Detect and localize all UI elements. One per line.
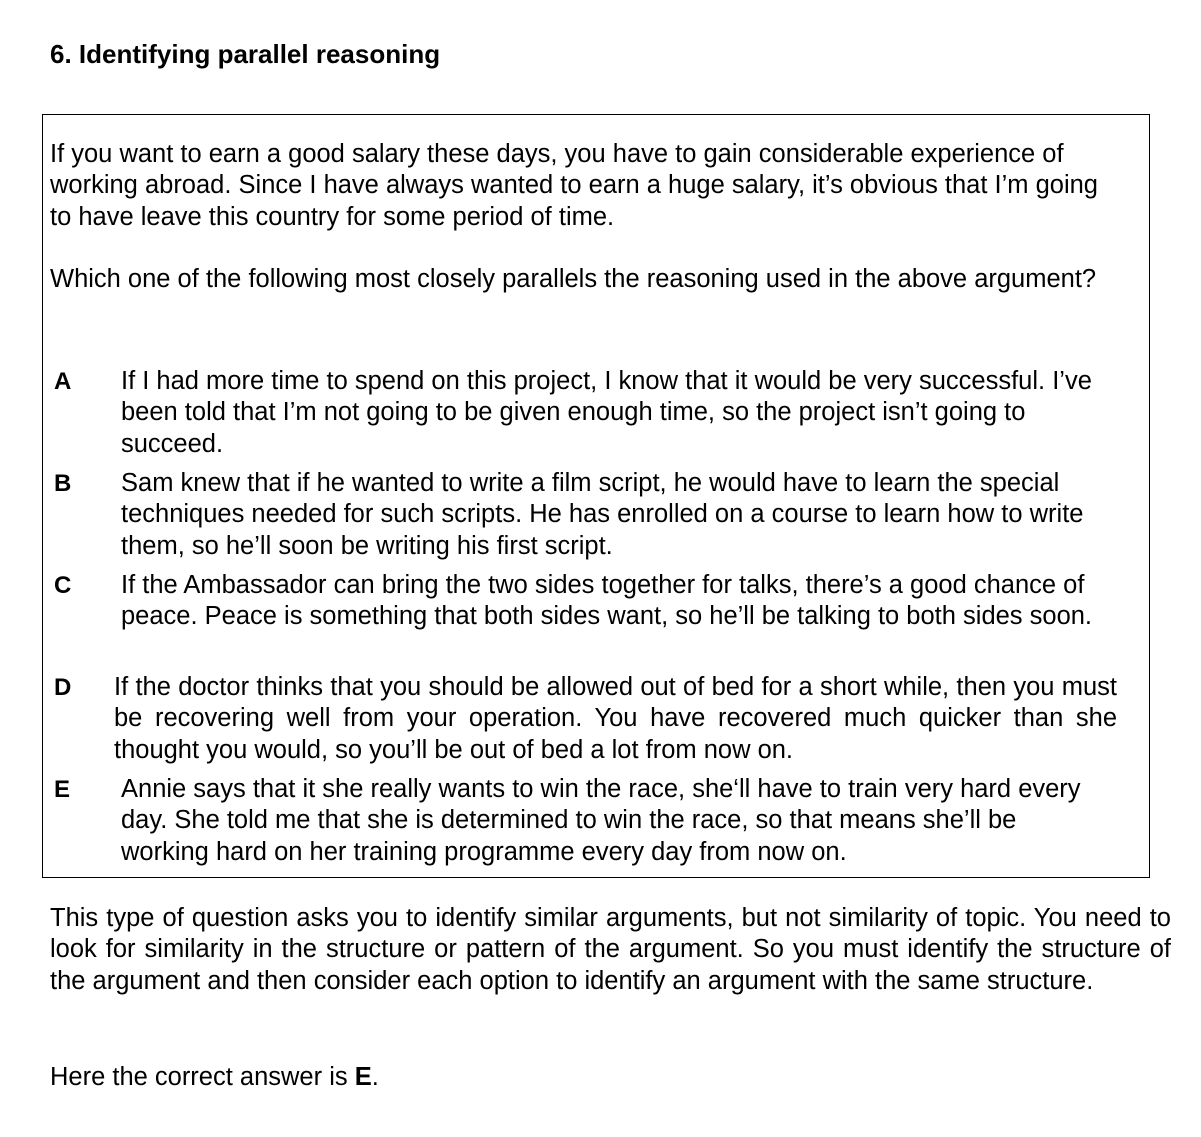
explanation-paragraph: This type of question asks you to identify similar arguments, but not similarity of topic. You need to look for similarity in the structure or pattern of the argument. So you must identify the structure of the argument and then consider each option to identify an argument with the same structure.: [50, 904, 1171, 995]
answer-letter: E: [354, 1063, 372, 1091]
option-d-text: If the doctor thinks that you should be allowed out of bed for a short while, then you must be recovering well from your operation. You have recovered much quicker than she thought you would, so you’ll be out of bed a lot from now on.: [114, 673, 1117, 764]
option-c-letter: C: [54, 572, 72, 599]
option-d-letter: D: [54, 674, 72, 701]
argument-stem: If you want to earn a good salary these days, you have to gain considerable experience of working abroad. Since I have always wanted to earn a huge salary, it’s obvious that I’m going to have leave this country for some period of time.: [50, 140, 1098, 231]
option-c-text: If the Ambassador can bring the two sides together for talks, there’s a good chance of peace. Peace is something that both sides want, so he’ll be talking to both sides soon.: [121, 571, 1093, 631]
option-a-text: If I had more time to spend on this project, I know that it would be very successful. I’ve been told that I’m not going to be given enough time, so the project isn’t going to succeed.: [121, 367, 1092, 458]
question-prompt: Which one of the following most closely parallels the reasoning used in the above argument?: [50, 265, 1097, 293]
section-heading: 6. Identifying parallel reasoning: [50, 39, 441, 69]
option-e-letter: E: [54, 776, 71, 803]
option-b-letter: B: [54, 470, 72, 497]
answer-line: [50, 1062, 379, 1093]
answer-prefix: Here the correct answer is: [50, 1063, 355, 1091]
option-a-letter: A: [54, 368, 72, 395]
option-e-text: Annie says that it she really wants to win the race, she‘ll have to train very hard every day. She told me that she is determined to win the race, so that means she’ll be working hard on her training programme every day from now on.: [121, 775, 1081, 866]
option-b-text: Sam knew that if he wanted to write a film script, he would have to learn the special techniques needed for such scripts. He has enrolled on a course to learn how to write them, so he’ll soon be writing his first script.: [121, 469, 1084, 560]
answer-suffix: .: [371, 1063, 379, 1091]
